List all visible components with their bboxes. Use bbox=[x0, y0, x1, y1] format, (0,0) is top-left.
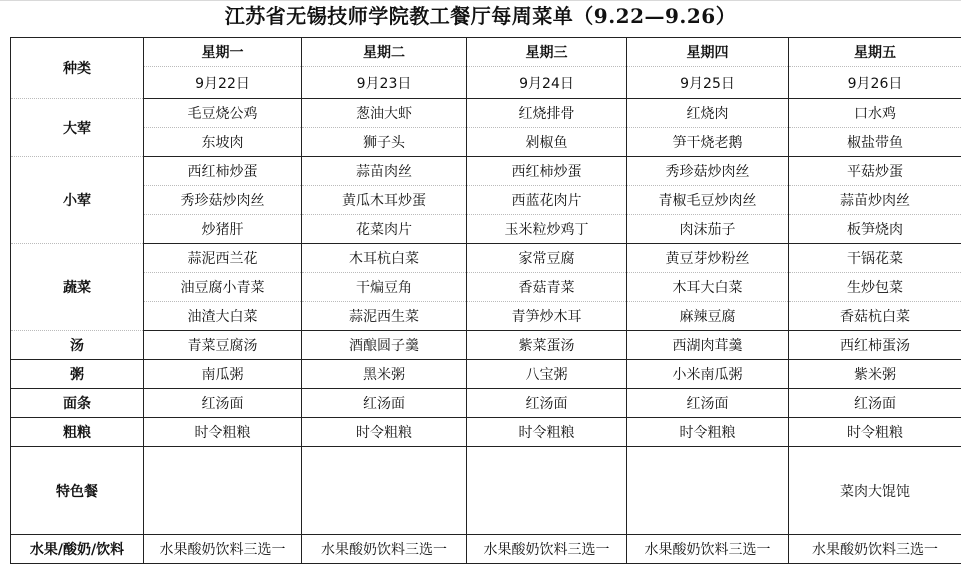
weekly-menu-table bbox=[10, 37, 961, 564]
dish-cell: 红烧肉 bbox=[627, 99, 789, 128]
xiaohun-row-1 bbox=[11, 157, 961, 186]
tang-row bbox=[11, 331, 961, 360]
dish-cell: 时令粗粮 bbox=[144, 418, 302, 447]
tesecan-label: 特色餐 bbox=[11, 447, 144, 535]
dish-cell: 毛豆烧公鸡 bbox=[144, 99, 302, 128]
dish-cell: 西红柿炒蛋 bbox=[467, 157, 627, 186]
date-wed: 9月24日 bbox=[467, 67, 627, 99]
dish-cell: 水果酸奶饮料三选一 bbox=[627, 535, 789, 564]
dish-cell: 时令粗粮 bbox=[627, 418, 789, 447]
dish-cell: 蒜苗肉丝 bbox=[302, 157, 467, 186]
dish-cell: 油豆腐小青菜 bbox=[144, 273, 302, 302]
dish-cell: 香菇杭白菜 bbox=[789, 302, 961, 331]
weekday-thu: 星期四 bbox=[627, 38, 789, 67]
dish-cell bbox=[302, 447, 467, 535]
dish-cell: 剁椒鱼 bbox=[467, 128, 627, 157]
dish-cell: 笋干烧老鹅 bbox=[627, 128, 789, 157]
tang-label: 汤 bbox=[11, 331, 144, 360]
dish-cell: 西红柿蛋汤 bbox=[789, 331, 961, 360]
dish-cell: 东坡肉 bbox=[144, 128, 302, 157]
dahun-label: 大荤 bbox=[11, 99, 144, 157]
dish-cell: 红汤面 bbox=[302, 389, 467, 418]
xiaohun-label: 小荤 bbox=[11, 157, 144, 244]
dish-cell: 时令粗粮 bbox=[467, 418, 627, 447]
dish-cell: 红汤面 bbox=[627, 389, 789, 418]
shucai-label: 蔬菜 bbox=[11, 244, 144, 331]
dish-cell: 红烧排骨 bbox=[467, 99, 627, 128]
shuiguo-row bbox=[11, 535, 961, 564]
dish-cell: 酒酿圆子羹 bbox=[302, 331, 467, 360]
dish-cell: 紫菜蛋汤 bbox=[467, 331, 627, 360]
dish-cell: 菜肉大馄饨 bbox=[789, 447, 961, 535]
culiang-row bbox=[11, 418, 961, 447]
dish-cell: 时令粗粮 bbox=[302, 418, 467, 447]
category-header: 种类 bbox=[11, 38, 144, 99]
dish-cell: 干煸豆角 bbox=[302, 273, 467, 302]
dish-cell: 黄瓜木耳炒蛋 bbox=[302, 186, 467, 215]
culiang-label: 粗粮 bbox=[11, 418, 144, 447]
dish-cell: 油渣大白菜 bbox=[144, 302, 302, 331]
dish-cell: 生炒包菜 bbox=[789, 273, 961, 302]
dish-cell: 板笋烧肉 bbox=[789, 215, 961, 244]
dish-cell: 西红柿炒蛋 bbox=[144, 157, 302, 186]
dish-cell: 干锅花菜 bbox=[789, 244, 961, 273]
dish-cell: 西蓝花肉片 bbox=[467, 186, 627, 215]
dish-cell: 家常豆腐 bbox=[467, 244, 627, 273]
shucai-row-1 bbox=[11, 244, 961, 273]
date-fri: 9月26日 bbox=[789, 67, 961, 99]
dish-cell: 小米南瓜粥 bbox=[627, 360, 789, 389]
dish-cell: 炒猪肝 bbox=[144, 215, 302, 244]
tesecan-row bbox=[11, 447, 961, 535]
dish-cell: 蒜苗炒肉丝 bbox=[789, 186, 961, 215]
dish-cell: 葱油大虾 bbox=[302, 99, 467, 128]
weekday-row bbox=[11, 38, 961, 67]
dish-cell: 时令粗粮 bbox=[789, 418, 961, 447]
dish-cell: 南瓜粥 bbox=[144, 360, 302, 389]
dahun-row-2 bbox=[11, 128, 961, 157]
date-row bbox=[11, 67, 961, 99]
dish-cell: 青椒毛豆炒肉丝 bbox=[627, 186, 789, 215]
zhou-row bbox=[11, 360, 961, 389]
shuiguo-label: 水果/酸奶/饮料 bbox=[11, 535, 144, 564]
dish-cell bbox=[627, 447, 789, 535]
dish-cell: 红汤面 bbox=[467, 389, 627, 418]
dish-cell: 木耳大白菜 bbox=[627, 273, 789, 302]
dish-cell: 花菜肉片 bbox=[302, 215, 467, 244]
dish-cell: 口水鸡 bbox=[789, 99, 961, 128]
dish-cell: 蒜泥西生菜 bbox=[302, 302, 467, 331]
dish-cell: 平菇炒蛋 bbox=[789, 157, 961, 186]
dish-cell bbox=[144, 447, 302, 535]
dish-cell: 红汤面 bbox=[144, 389, 302, 418]
dish-cell: 黄豆芽炒粉丝 bbox=[627, 244, 789, 273]
dish-cell: 青菜豆腐汤 bbox=[144, 331, 302, 360]
dish-cell: 玉米粒炒鸡丁 bbox=[467, 215, 627, 244]
dish-cell: 黑米粥 bbox=[302, 360, 467, 389]
dish-cell: 狮子头 bbox=[302, 128, 467, 157]
date-mon: 9月22日 bbox=[144, 67, 302, 99]
dish-cell: 木耳杭白菜 bbox=[302, 244, 467, 273]
dish-cell: 红汤面 bbox=[789, 389, 961, 418]
date-thu: 9月25日 bbox=[627, 67, 789, 99]
dish-cell: 西湖肉茸羹 bbox=[627, 331, 789, 360]
shucai-row-2 bbox=[11, 273, 961, 302]
weekday-tue: 星期二 bbox=[302, 38, 467, 67]
weekday-wed: 星期三 bbox=[467, 38, 627, 67]
dish-cell: 椒盐带鱼 bbox=[789, 128, 961, 157]
weekday-fri: 星期五 bbox=[789, 38, 961, 67]
dish-cell: 水果酸奶饮料三选一 bbox=[789, 535, 961, 564]
miantiao-row bbox=[11, 389, 961, 418]
dish-cell: 蒜泥西兰花 bbox=[144, 244, 302, 273]
dish-cell: 秀珍菇炒肉丝 bbox=[144, 186, 302, 215]
dish-cell bbox=[467, 447, 627, 535]
dish-cell: 水果酸奶饮料三选一 bbox=[144, 535, 302, 564]
weekday-mon: 星期一 bbox=[144, 38, 302, 67]
dish-cell: 紫米粥 bbox=[789, 360, 961, 389]
miantiao-label: 面条 bbox=[11, 389, 144, 418]
dish-cell: 麻辣豆腐 bbox=[627, 302, 789, 331]
dish-cell: 水果酸奶饮料三选一 bbox=[467, 535, 627, 564]
dish-cell: 秀珍菇炒肉丝 bbox=[627, 157, 789, 186]
xiaohun-row-3 bbox=[11, 215, 961, 244]
zhou-label: 粥 bbox=[11, 360, 144, 389]
date-tue: 9月23日 bbox=[302, 67, 467, 99]
shucai-row-3 bbox=[11, 302, 961, 331]
dish-cell: 肉沫茄子 bbox=[627, 215, 789, 244]
dish-cell: 八宝粥 bbox=[467, 360, 627, 389]
menu-title: 江苏省无锡技师学院教工餐厅每周菜单（9.22—9.26） bbox=[224, 4, 737, 28]
dish-cell: 青笋炒木耳 bbox=[467, 302, 627, 331]
dish-cell: 香菇青菜 bbox=[467, 273, 627, 302]
dahun-row-1 bbox=[11, 99, 961, 128]
xiaohun-row-2 bbox=[11, 186, 961, 215]
dish-cell: 水果酸奶饮料三选一 bbox=[302, 535, 467, 564]
